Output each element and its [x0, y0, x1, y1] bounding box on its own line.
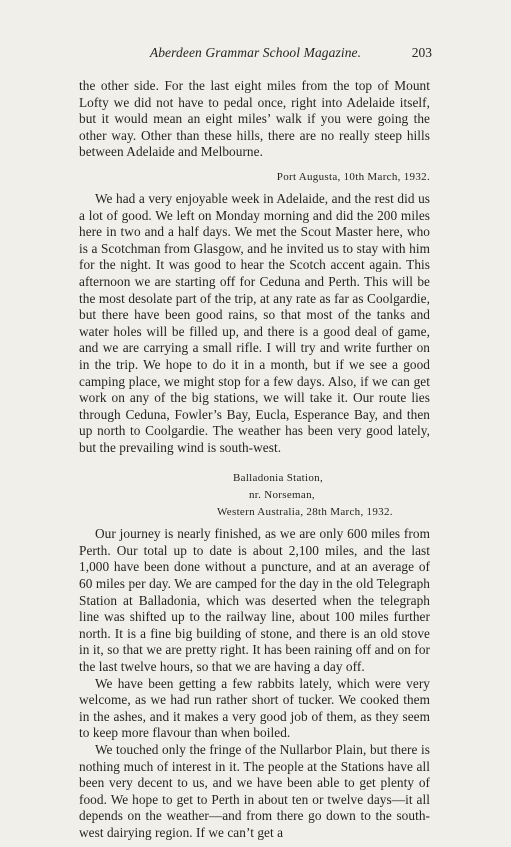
running-title: Aberdeen Grammar School Magazine. [149, 45, 362, 60]
paragraph-rabbits: We have been getting a few rabbits lately, which were very welcome, as we had run rather short of tucker. We cooked them in the ashes, and it makes a very good job of them, as they seem to keep more flavour than when boiled. [79, 675, 430, 741]
address-line-3: Western Australia, 28th March, 1932. [217, 505, 393, 518]
dateline-port-augusta: Port Augusta, 10th March, 1932. [276, 170, 430, 183]
address-balladonia [79, 470, 430, 520]
paragraph-journey: Our journey is nearly finished, as we are only 600 miles from Perth. Our total up to date is about 2,100 miles, and the last 1,000 have been done without a puncture, and at an average of 60 miles per day. We are camped for the day in the old Telegraph Station at Balladonia, which was deserted when the telegraph line was shifted up to the railway line, about 100 miles further north. It is a fine big building of stone, and there is an old stove in it, so that we are pretty right. It has been raining off and on for the last twelve hours, so that we are having a day off. [79, 526, 430, 674]
address-line-1: Balladonia Station, [233, 472, 324, 485]
continuation-paragraph: the other side. For the last eight miles from the top of Mount Lofty we did not have to pedal once, right into Adelaide itself, but it would mean an eight miles’ walk if you were going the other way. Other than these hills, there are no really steep hills between Adelaide and Melbourne. [79, 78, 430, 160]
page-header [0, 42, 511, 62]
address-line-2: nr. Norseman, [249, 489, 315, 502]
body-text [79, 78, 430, 842]
paragraph-adelaide: We had a very enjoyable week in Adelaide, and the rest did us a lot of good. We left on Monday morning and did the 200 miles here in two and a half days. We met the Scout Master here, who is a Scotchman from Glasgow, and he invited us to stay with him for the night. It was good to hear the Scotch accent again. This afternoon we are starting off for Ceduna and Perth. This will be the most desolate part of the trip, at any rate as far as Coolgardie, but there have been good rains, so that most of the tanks and water holes will be filled up, and there is a good deal of game, and we are carrying a small rifle. I will try and write further on in the trip. We hope to do it in a month, but if we see a good camping place, we might stop for a few days. Also, if we can get work on any of the big stations, we will take it. Our route lies through Ceduna, Fowler’s Bay, Eucla, Esperance Bay, and then up north to Coolgardie. The weather has been very good lately, but the prevailing wind is south-west. [79, 190, 430, 455]
page-number: 203 [411, 45, 432, 60]
paragraph-nullarbor: We touched only the fringe of the Nullarbor Plain, but there is nothing much of interest in it. The people at the Stations have all been very decent to us, and we have been able to get plenty of food. We hope to get to Perth in about ten or twelve days—it all depends on the weather—and from there go down to the south-west dairying region. If we can’t get a [79, 741, 430, 840]
